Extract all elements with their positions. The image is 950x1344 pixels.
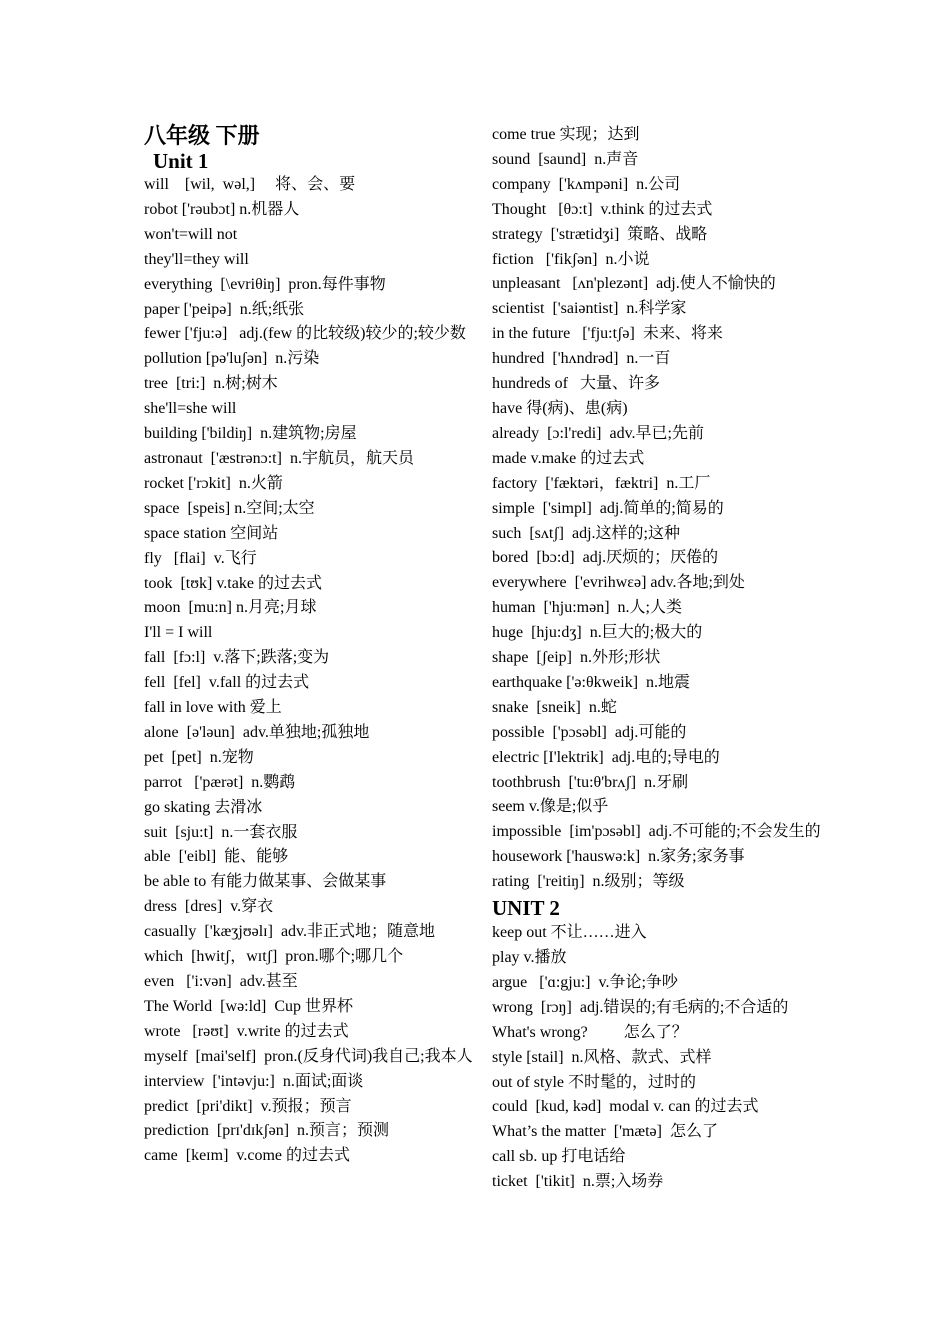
vocab-entry: seem v.像是;似乎 xyxy=(492,798,609,816)
unit-1-heading: Unit 1 xyxy=(153,149,209,173)
vocab-entry: interview ['intəvju:] n.面试;面谈 xyxy=(144,1072,364,1090)
vocab-entry: made v.make 的过去式 xyxy=(492,449,645,467)
vocab-entry: hundred ['hʌndrəd] n.一百 xyxy=(492,350,671,368)
vocab-entry: impossible [im'pɔsəbl] adj.不可能的;不会发生的 xyxy=(492,823,821,841)
vocab-entry: space station 空间站 xyxy=(144,524,279,542)
vocab-entry: hundreds of 大量、许多 xyxy=(492,375,660,393)
vocab-entry: The World [wə:ld] Cup 世界杯 xyxy=(144,997,354,1015)
vocab-entry: alone [ə'ləun] adv.单独地;孤独地 xyxy=(144,723,370,741)
vocab-list-unit-1-continued xyxy=(492,123,822,895)
vocab-list-unit-1 xyxy=(144,173,474,1169)
vocab-entry: fell [fel] v.fall 的过去式 xyxy=(144,674,310,692)
vocab-entry: came [keɪm] v.come 的过去式 xyxy=(144,1147,351,1165)
vocab-entry: out of style 不时髦的，过时的 xyxy=(492,1073,696,1091)
vocab-entry: able ['eibl] 能、能够 xyxy=(144,848,289,866)
vocab-entry: company ['kʌmpəni] n.公司 xyxy=(492,175,681,193)
vocab-entry: What’s the matter ['mætə] 怎么了 xyxy=(492,1123,718,1141)
vocab-entry: factory ['fæktəri，fæktri] n.工厂 xyxy=(492,474,711,492)
vocab-entry: dress [dres] v.穿衣 xyxy=(144,898,274,916)
vocab-entry: suit [sju:t] n.一套衣服 xyxy=(144,823,298,841)
vocab-entry: fiction ['fikʃən] n.小说 xyxy=(492,250,650,268)
vocab-entry: snake [sneik] n.蛇 xyxy=(492,698,617,716)
vocab-entry: rocket ['rɔkit] n.火箭 xyxy=(144,474,283,492)
vocab-entry: earthquake ['ə:θkweik] n.地震 xyxy=(492,673,691,691)
vocab-entry: ticket ['tikit] n.票;入场券 xyxy=(492,1173,664,1191)
vocab-entry: astronaut ['æstrənɔ:t] n.宇航员，航天员 xyxy=(144,449,414,467)
vocab-entry: style [stail] n.风格、款式、式样 xyxy=(492,1048,712,1066)
right-column xyxy=(492,123,822,1195)
left-column xyxy=(144,123,474,1169)
vocab-entry: unpleasant [ʌn'plezənt] adj.使人不愉快的 xyxy=(492,275,776,293)
vocab-entry: toothbrush ['tu:θ'brʌʃ] n.牙刷 xyxy=(492,773,689,791)
vocab-entry: housework ['hauswə:k] n.家务;家务事 xyxy=(492,848,745,866)
vocab-entry: moon [mu:n] n.月亮;月球 xyxy=(144,599,317,617)
page-title: 八年级 下册 xyxy=(144,123,260,148)
vocab-entry: building ['bildiŋ] n.建筑物;房屋 xyxy=(144,425,357,443)
vocab-entry: rating ['reitiŋ] n.级别；等级 xyxy=(492,873,685,891)
vocab-entry: play v.播放 xyxy=(492,949,567,966)
vocab-entry: go skating 去滑冰 xyxy=(144,798,263,816)
vocab-entry: strategy ['strætidʒi] 策略、战略 xyxy=(492,225,708,243)
vocab-entry: myself [mai'self] pron.(反身代词)我自己;我本人 xyxy=(144,1047,473,1065)
vocab-entry: human ['hju:mən] n.人;人类 xyxy=(492,599,682,617)
vocab-entry: tree [tri:] n.树;树木 xyxy=(144,375,278,393)
vocab-entry: fall in love with 爱上 xyxy=(144,699,282,717)
vocab-entry: wrote [rəʊt] v.write 的过去式 xyxy=(144,1022,349,1040)
vocab-entry: even ['i:vən] adv.甚至 xyxy=(144,973,298,990)
vocab-entry: took [tʊk] v.take 的过去式 xyxy=(144,574,322,592)
vocab-entry: pollution [pə'luʃən] n.污染 xyxy=(144,350,320,368)
vocab-entry: What's wrong? 怎么了？ xyxy=(492,1023,688,1041)
vocab-entry: pet [pet] n.宠物 xyxy=(144,748,254,766)
vocab-entry: sound [saund] n.声音 xyxy=(492,150,639,168)
vocab-entry: could [kud, kəd] modal v. can 的过去式 xyxy=(492,1098,759,1116)
vocab-entry: prediction [prɪ'dɪkʃən] n.预言；预测 xyxy=(144,1122,390,1140)
vocab-entry: such [sʌtʃ] adj.这样的;这种 xyxy=(492,524,680,542)
vocab-entry: won't=will not xyxy=(144,225,238,243)
vocab-entry: call sb. up 打电话给 xyxy=(492,1148,626,1166)
vocab-entry: bored [bɔ:d] adj.厌烦的；厌倦的 xyxy=(492,549,719,567)
vocab-entry: fall [fɔ:l] v.落下;跌落;变为 xyxy=(144,649,330,667)
vocab-entry: electric [I'lektrik] adj.电的;导电的 xyxy=(492,748,720,766)
vocab-entry: robot ['rəubɔt] n.机器人 xyxy=(144,200,300,218)
vocab-entry: argue ['ɑ:gju:] v.争论;争吵 xyxy=(492,973,678,991)
vocab-entry: come true 实现；达到 xyxy=(492,126,640,143)
vocab-entry: casually ['kæʒjʊəlɪ] adv.非正式地；随意地 xyxy=(144,923,436,941)
vocab-entry: huge [hju:dʒ] n.巨大的;极大的 xyxy=(492,624,703,642)
vocab-entry: shape [ʃeip] n.外形;形状 xyxy=(492,649,661,667)
vocab-entry: keep out 不让……进入 xyxy=(492,924,647,942)
vocab-entry: wrong [rɔŋ] adj.错误的;有毛病的;不合适的 xyxy=(492,998,789,1016)
vocab-entry: simple ['simpl] adj.简单的;简易的 xyxy=(492,499,724,517)
vocab-entry: be able to 有能力做某事、会做某事 xyxy=(144,873,387,891)
vocab-entry: Thought [θɔ:t] v.think 的过去式 xyxy=(492,200,713,218)
vocab-entry: in the future ['fju:tʃə] 未来、将来 xyxy=(492,325,723,343)
vocab-entry: they'll=they will xyxy=(144,250,249,268)
vocab-entry: she'll=she will xyxy=(144,400,237,418)
vocab-entry: space [speis] n.空间;太空 xyxy=(144,499,315,517)
vocab-list-unit-2 xyxy=(492,921,822,1195)
vocab-entry: will [wil, wəl,] 将、会、要 xyxy=(144,176,356,193)
vocab-entry: fewer ['fju:ə] adj.(few 的比较级)较少的;较少数 xyxy=(144,325,466,343)
vocab-entry: which [hwitʃ，wɪtʃ] pron.哪个;哪几个 xyxy=(144,948,404,966)
vocab-entry: already [ɔ:l'redi] adv.早已;先前 xyxy=(492,424,704,442)
vocab-entry: everywhere ['evrihwɛə] adv.各地;到处 xyxy=(492,574,745,592)
unit-2-heading: UNIT 2 xyxy=(492,896,560,921)
vocab-entry: predict [pri'dikt] v.预报；预言 xyxy=(144,1097,352,1115)
vocab-entry: everything [\evriθiŋ] pron.每件事物 xyxy=(144,275,386,293)
vocab-entry: possible ['pɔsəbl] adj.可能的 xyxy=(492,723,687,741)
vocab-entry: I'll = I will xyxy=(144,624,213,642)
vocab-entry: scientist ['saiəntist] n.科学家 xyxy=(492,300,687,318)
vocab-entry: paper ['peipə] n.纸;纸张 xyxy=(144,300,305,318)
vocab-entry: fly [flai] v.飞行 xyxy=(144,549,257,567)
vocab-entry: parrot ['pærət] n.鹦鹉 xyxy=(144,773,296,791)
vocab-entry: have 得(病)、患(病) xyxy=(492,399,628,417)
